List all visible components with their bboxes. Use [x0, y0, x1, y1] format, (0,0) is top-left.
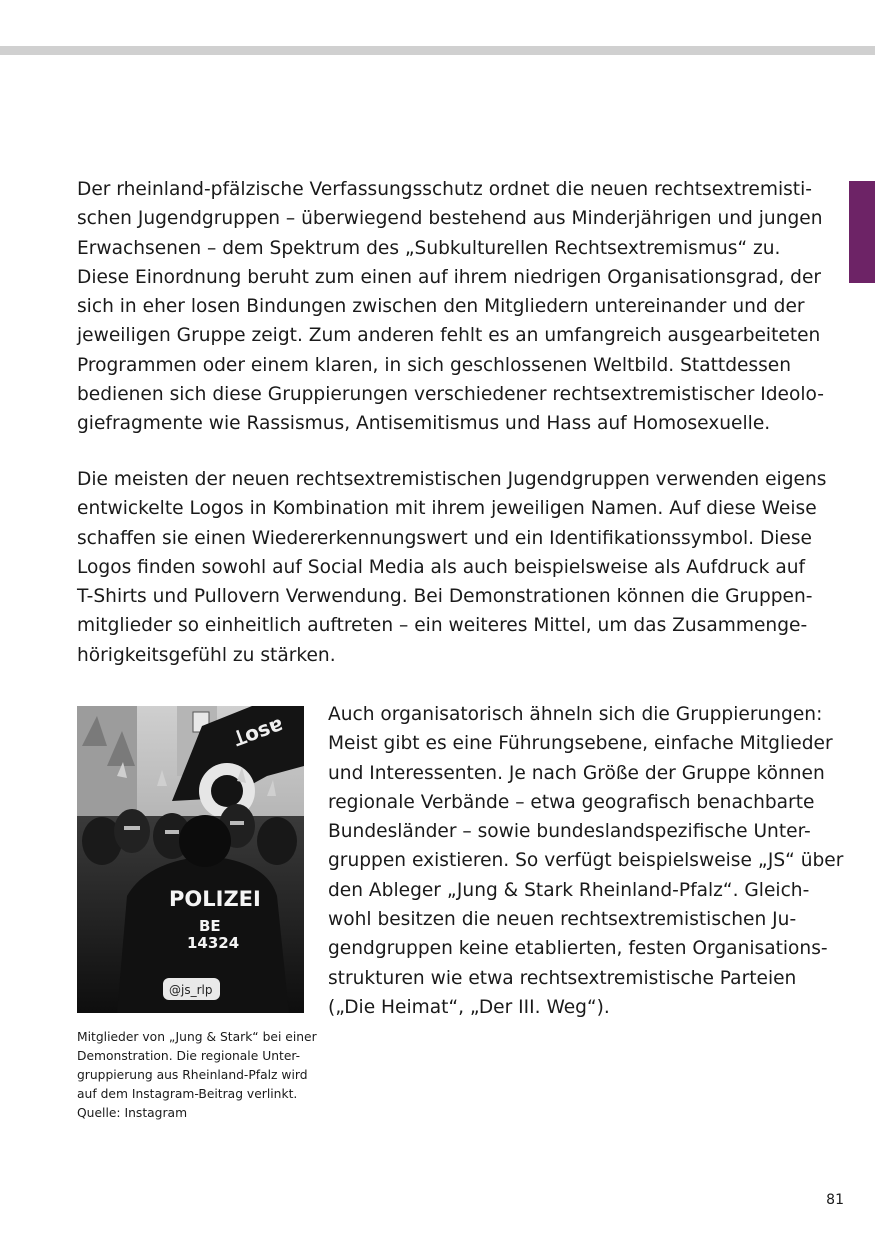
- caption-line: auf dem Instagram-Beitrag verlinkt.: [77, 1087, 298, 1101]
- header-rule: [0, 46, 875, 55]
- text-line: gendgruppen keine etablierten, festen Organisations-: [328, 938, 828, 960]
- text-line: jeweiligen Gruppe zeigt. Zum anderen fehlt es an umfangreich ausgearbeiteten: [77, 325, 821, 347]
- text-line: sich in eher losen Bindungen zwischen den Mitgliedern untereinander und der: [77, 296, 805, 318]
- text-line: schaffen sie einen Wiedererkennungswert und ein Identifikationssymbol. Diese: [77, 527, 812, 549]
- text-line: Meist gibt es eine Führungsebene, einfache Mitglieder: [328, 733, 833, 755]
- text-line: T-Shirts und Pullovern Verwendung. Bei Demonstrationen können die Gruppen-: [77, 586, 813, 608]
- chapter-tab-marker: [849, 181, 875, 283]
- text-line: Logos finden sowohl auf Social Media als auch beispielsweise als Aufdruck auf: [77, 556, 806, 578]
- demonstration-photo: [77, 706, 304, 1013]
- text-line: Der rheinland-pfälzische Verfassungsschutz ordnet die neuen rechtsextremisti-: [77, 179, 812, 200]
- text-line: Programmen oder einem klaren, in sich geschlossenen Weltbild. Stattdessen: [77, 354, 792, 376]
- text-line: schen Jugendgruppen – überwiegend bestehend aus Minderjährigen und jungen: [77, 208, 823, 230]
- text-line: Bundesländer – sowie bundeslandspezifische Unter-: [328, 821, 811, 843]
- text-line: entwickelte Logos in Kombination mit ihrem jeweiligen Namen. Auf diese Weise: [77, 498, 817, 520]
- caption-line: Quelle: Instagram: [77, 1106, 188, 1120]
- caption-line: Demonstration. Die regionale Unter-: [77, 1049, 301, 1063]
- paragraph-logos: [77, 465, 827, 670]
- text-line: Auch organisatorisch ähneln sich die Gruppierungen:: [328, 704, 823, 725]
- police-jacket-text: POLIZEI: [169, 887, 261, 911]
- caption-line: Mitglieder von „Jung & Stark“ bei einer: [77, 1030, 317, 1044]
- caption-line: gruppierung aus Rheinland-Pfalz wird: [77, 1068, 308, 1082]
- text-line: bedienen sich diese Gruppierungen verschiedener rechtsextremistischer Ideolo-: [77, 384, 824, 406]
- paragraph-organisation: [328, 700, 844, 1022]
- flag-lettering: Ʇosɐ: [230, 710, 286, 751]
- text-line: giefragmente wie Rassismus, Antisemitismus und Hass auf Homosexuelle.: [77, 413, 771, 435]
- unit-code-text: BE: [199, 917, 221, 935]
- text-line: regionale Verbände – etwa geografisch benachbarte: [328, 791, 815, 813]
- text-line: gruppen existieren. So verfügt beispielsweise „JS“ über: [328, 850, 844, 872]
- text-line: Diese Einordnung beruht zum einen auf ihrem niedrigen Organisationsgrad, der: [77, 266, 822, 288]
- text-line: den Ableger „Jung & Stark Rheinland-Pfalz“. Gleich-: [328, 879, 810, 901]
- text-line: und Interessenten. Je nach Größe der Gruppe können: [328, 762, 825, 784]
- text-line: hörigkeitsgefühl zu stärken.: [77, 644, 336, 666]
- text-line: („Die Heimat“, „Der III. Weg“).: [328, 996, 610, 1018]
- text-line: mitglieder so einheitlich auftreten – ein weiteres Mittel, um das Zusammenge-: [77, 615, 808, 637]
- text-line: Erwachsenen – dem Spektrum des „Subkulturellen Rechtsextremismus“ zu.: [77, 237, 781, 259]
- page-number: 81: [826, 1192, 844, 1208]
- instagram-tag: @js_rlp: [169, 983, 213, 997]
- text-line: Die meisten der neuen rechtsextremistischen Jugendgruppen verwenden eigens: [77, 469, 827, 490]
- text-line: wohl besitzen die neuen rechtsextremistischen Ju-: [328, 909, 797, 931]
- text-line: strukturen wie etwa rechtsextremistische Parteien: [328, 967, 797, 989]
- paragraph-classification: [77, 175, 824, 439]
- photo-caption: [77, 1028, 317, 1123]
- badge-number-text: 14324: [187, 934, 240, 952]
